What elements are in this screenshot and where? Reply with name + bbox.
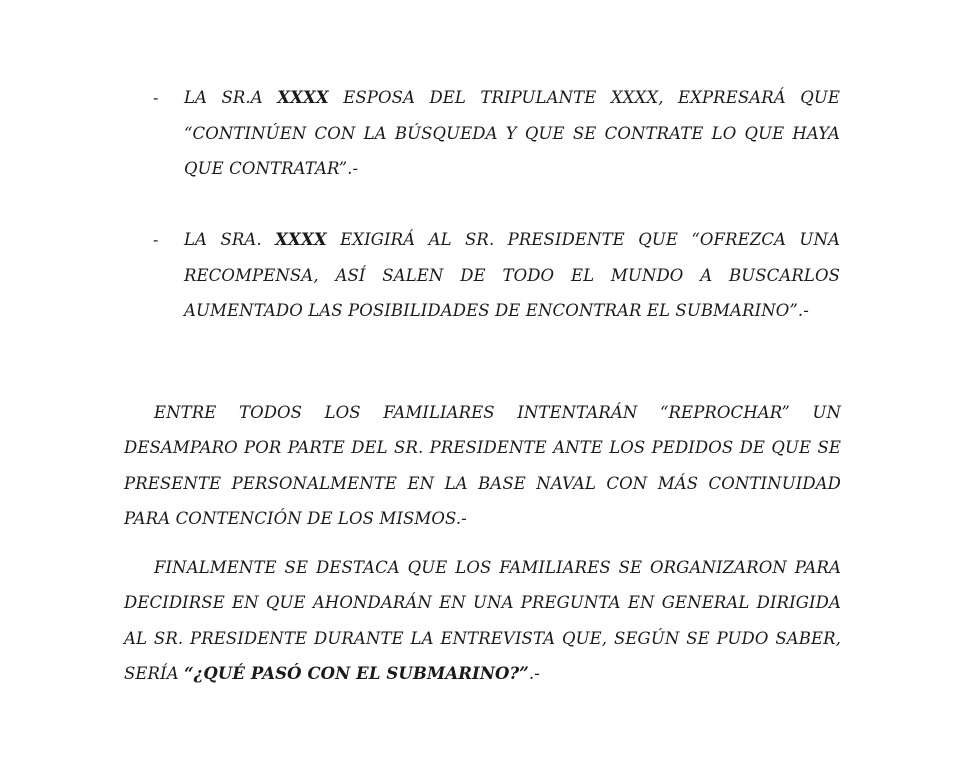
- closing-paragraph-text: FINALMENTE SE DESTACA QUE LOS FAMILIARES SE ORGANIZARON PARA DECIDIRSE EN QUE AHONDARÁN EN UNA PREGUNTA EN GENERAL DIRIGIDA AL SR. PRESIDENTE DURANTE LA ENTREVISTA QUE, SEGÚN SE PUDO SABER, SERÍA: [124, 557, 841, 683]
- bullet-text-lead: LA SR.A: [184, 88, 278, 107]
- closing-paragraph: [124, 550, 841, 692]
- bullet-text-lead: LA SRA.: [184, 230, 276, 249]
- bullet-text: [184, 80, 840, 187]
- redacted-name: XXXX: [275, 230, 327, 249]
- bullet-item: [153, 222, 843, 329]
- bullet-text-body: EXIGIRÁ AL SR. PRESIDENTE QUE “OFREZCA UNA RECOMPENSA, ASÍ SALEN DE TODO EL MUNDO A BUSCARLOS AUMENTADO LAS POSIBILIDADES DE ENCONTRAR EL SUBMARINO”.-: [184, 230, 840, 320]
- bullet-item: [153, 80, 843, 187]
- redacted-name: XXXX: [277, 88, 329, 107]
- bullet-text: [184, 222, 840, 329]
- closing-paragraph-tail: .-: [528, 664, 540, 683]
- body-paragraph: ENTRE TODOS LOS FAMILIARES INTENTARÁN “REPROCHAR” UN DESAMPARO POR PARTE DEL SR. PRESIDENTE ANTE LOS PEDIDOS DE QUE SE PRESENTE PERSONALMENTE EN LA BASE NAVAL CON MÁS CONTINUIDAD PARA CONTENCIÓN DE LOS MISMOS.-: [124, 402, 841, 528]
- bullet-text-body: ESPOSA DEL TRIPULANTE XXXX, EXPRESARÁ QUE “CONTINÚEN CON LA BÚSQUEDA Y QUE SE CONTRATE LO QUE HAYA QUE CONTRATAR”.-: [184, 88, 840, 178]
- bullet-marker: -: [153, 88, 159, 107]
- key-question: “¿QUÉ PASÓ CON EL SUBMARINO?”: [184, 664, 529, 683]
- bullet-marker: -: [153, 230, 159, 249]
